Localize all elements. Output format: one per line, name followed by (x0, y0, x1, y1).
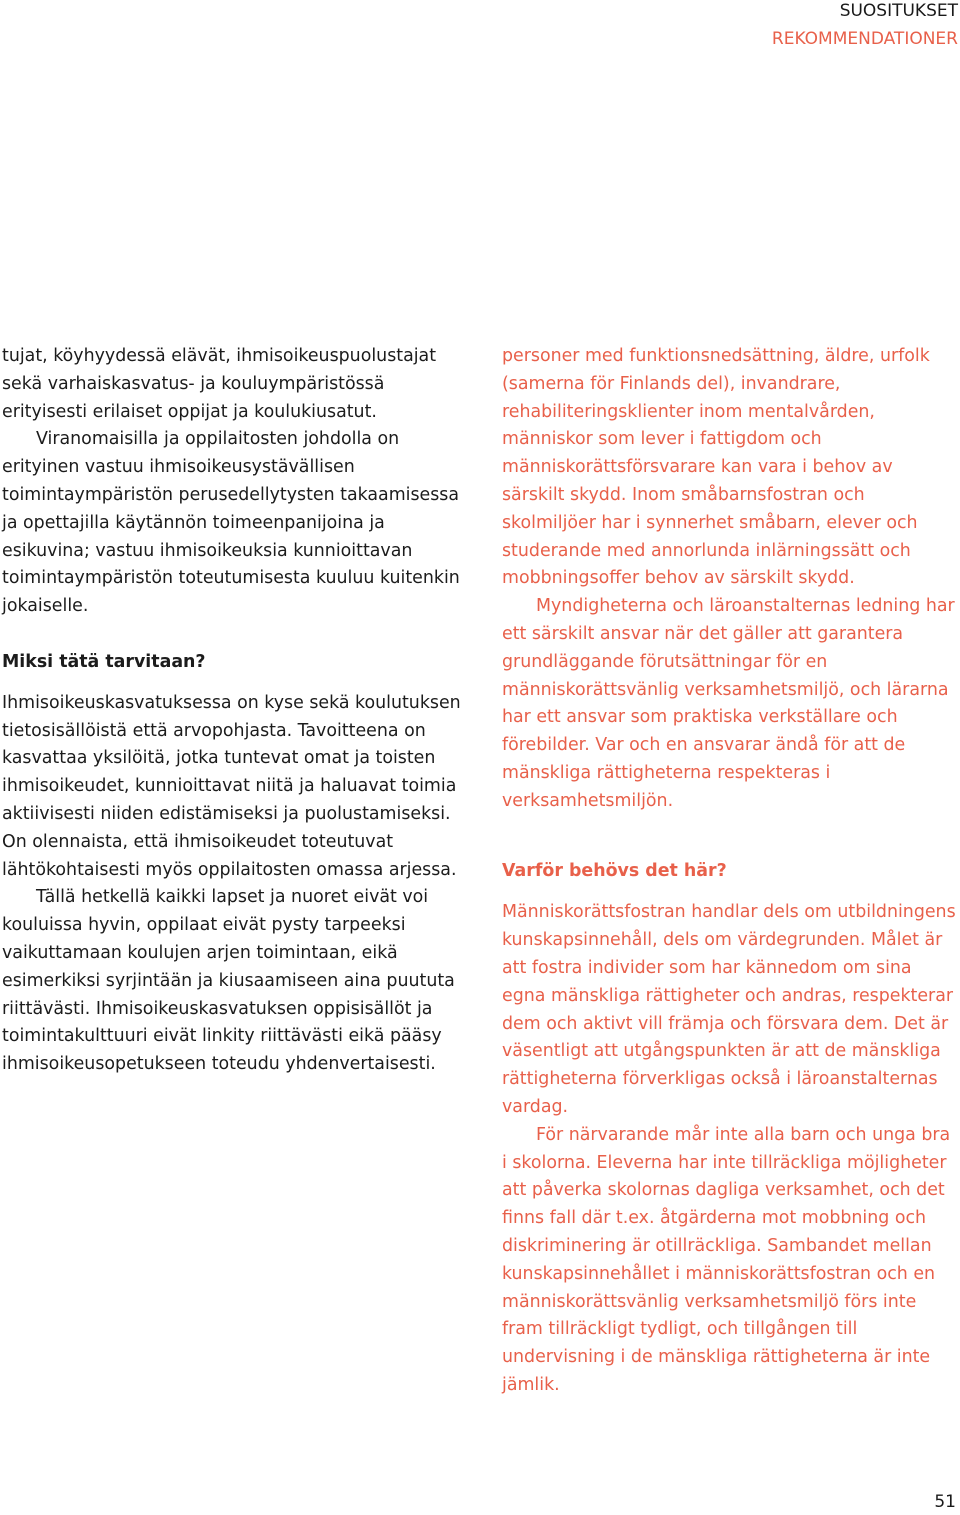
page-number: 51 (934, 1492, 956, 1512)
fi-paragraph-1: tujat, köyhyydessä elävät, ihmisoikeuspuolustajat sekä varhaiskasvatus- ja kouluympäristössä erityisesti erilaiset oppijat ja koulukiusatut. (2, 346, 437, 422)
sv-heading: Varför behövs det här? (502, 860, 727, 881)
fi-paragraph-4: Tällä hetkellä kaikki lapset ja nuoret eivät voi kouluissa hyvin, oppilaat eivät pysty tarpeeksi vaikuttamaan koulujen arjen toimintaan, eikä esimerkiksi syrjintään ja kiusaamiseen aina puututa riittävästi. Ihmisoikeuskasvatuksen oppisisällöt ja toimintakulttuuri eivät linkity riittävästi eikä pääsy ihmisoikeusopetukseen toteudu yhdenvertaisesti. (2, 887, 455, 1075)
fi-paragraph-3: Ihmisoikeuskasvatuksessa on kyse sekä koulutuksen tietosisällöistä että arvopohjasta. Tavoitteena on kasvattaa yksilöitä, jotka tuntevat omat ja toisten ihmisoikeudet, kunnioittavat niitä ja haluavat toimia aktiivisesti niiden edistämiseksi ja puolustamiseksi. On olennaista, että ihmisoikeudet toteutuvat lähtökohtaisesti myös oppilaitosten omassa arjessa. (2, 692, 461, 880)
sv-paragraph-3: Människorättsfostran handlar dels om utbildningens kunskapsinnehåll, dels om värdegrunden. Målet är att fostra individer som har kännedom om sina egna mänskliga rättigheter och andras, respekterar dem och aktivt vill främja och försvara dem. Det är väsentligt att utgångspunkten är att de mänskliga rättigheterna förverkligas också i läroanstalternas vardag. (502, 902, 956, 1117)
header-section-sv: REKOMMENDATIONER (771, 29, 958, 49)
header-section-fi: SUOSITUKSET (839, 1, 958, 21)
running-header (772, 0, 958, 49)
swedish-column (502, 343, 960, 1400)
fi-heading: Miksi tätä tarvitaan? (2, 651, 206, 672)
sv-paragraph-4: För närvarande mår inte alla barn och unga bra i skolorna. Eleverna har inte tillräckliga möjligheter att påverka skolornas dagliga verksamhet, och det finns fall där t.ex. åtgärderna mot mobbning och diskriminering är otillräckliga. Sambandet mellan kunskapsinnehållet i människorättsfostran och en människorättsvänlig verksamhetsmiljö förs inte fram tillräckligt tydligt, och tillgången till undervisning i de mänskliga rättigheterna är inte jämlik. (502, 1124, 951, 1395)
sv-paragraph-1: personer med funktionsnedsättning, äldre, urfolk (samerna för Finlands del), invandrare, rehabiliteringsklienter inom mentalvården, människor som lever i fattigdom och människorättsförsvarare kan vara i behov av särskilt skydd. Inom småbarnsfostran och skolmiljöer har i synnerhet småbarn, elever och studerande med annorlunda inlärningssätt och mobbningsoffer behov av särskilt skydd. (502, 346, 930, 589)
sv-paragraph-2: Myndigheterna och läroanstalternas ledning har ett särskilt ansvar när det gäller att garantera grundläggande förutsättningar för en människorättsvänlig verksamhetsmiljö, och lärarna har ett ansvar som praktiska verkställare och förebilder. Var och en ansvarar ändå för att de mänskliga rättigheterna respekteras i verksamhetsmiljön. (502, 596, 955, 811)
finnish-column (2, 343, 472, 1079)
fi-paragraph-2: Viranomaisilla ja oppilaitosten johdolla on erityinen vastuu ihmisoikeusystävällisen toimintaympäristön perusedellytysten takaamisessa ja opettajilla käytännön toimeenpanijoina ja esikuvina; vastuu ihmisoikeuksia kunnioittavan toimintaympäristön toteutumisesta kuuluu kuitenkin jokaiselle. (2, 429, 460, 617)
